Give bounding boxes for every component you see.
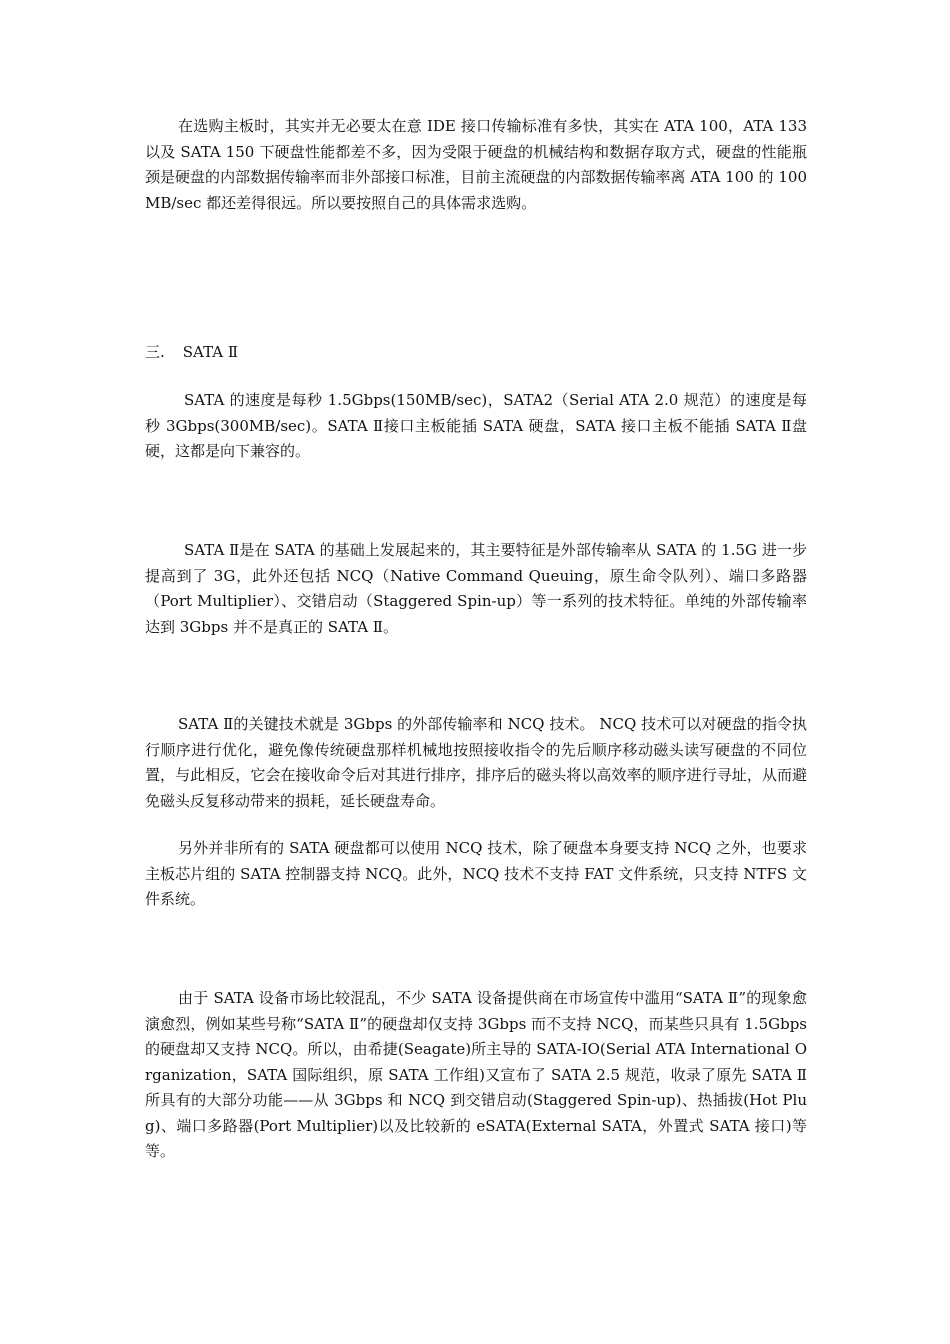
paragraph-ncq-requirements: 另外并非所有的 SATA 硬盘都可以使用 NCQ 技术，除了硬盘本身要支持 NCQ 之外，也要求主板芯片组的 SATA 控制器支持 NCQ。此外，NCQ 技术不支持 FAT 文件系统，只支持 NTFS 文件系统。 <box>145 839 807 908</box>
paragraph-sata2-features: SATA Ⅱ是在 SATA 的基础上发展起来的，其主要特征是外部传输率从 SATA 的 1.5G 进一步提高到了 3G，此外还包括 NCQ（Native Command Queuing，原生命令队列）、端口多路器（Port Multiplier）、交错启动（Staggered Spin-up）等一系列的技术特征。单纯的外部传输率达到 3Gbps 并不是真正的 SATA Ⅱ。 <box>145 541 807 636</box>
paragraph-sata25-spec: 由于 SATA 设备市场比较混乱，不少 SATA 设备提供商在市场宣传中滥用“SATA Ⅱ”的现象愈演愈烈，例如某些号称“SATA Ⅱ”的硬盘却仅支持 3Gbps 而不支持 NCQ，而某些只具有 1.5Gbps 的硬盘却又支持 NCQ。所以，由希捷(Seagate)所主导的 SATA-IO(Serial ATA International Organization，SATA 国际组织，原 SATA 工作组)又宣布了 SATA 2.5 规范，收录了原先 SATA Ⅱ所具有的大部分功能——从 3Gbps 和 NCQ 到交错启动(Staggered Spin-up)、热插拔(Hot Plug)、端口多路器(Port Multiplier)以及比较新的 eSATA(External SATA，外置式 SATA 接口)等等。 <box>145 989 807 1160</box>
paragraph-sata-speed: SATA 的速度是每秒 1.5Gbps(150MB/sec)，SATA2（Serial ATA 2.0 规范）的速度是每秒 3Gbps(300MB/sec)。SATA Ⅱ接口主板能插 SATA 硬盘，SATA 接口主板不能插 SATA Ⅱ盘硬，这都是向下兼容的。 <box>145 391 807 460</box>
section-heading <box>145 340 238 365</box>
section-title: SATA Ⅱ <box>182 343 239 361</box>
paragraph-ide-interface: 在选购主板时，其实并无必要太在意 IDE 接口传输标准有多快，其实在 ATA 100，ATA 133 以及 SATA 150 下硬盘性能都差不多，因为受限于硬盘的机械结构和数据存取方式，硬盘的性能瓶颈是硬盘的内部数据传输率而非外部接口标准，目前主流硬盘的内部数据传输率离 ATA 100 的 100MB/sec 都还差得很远。所以要按照自己的具体需求选购。 <box>145 117 807 212</box>
paragraph-ncq-technology: SATA Ⅱ的关键技术就是 3Gbps 的外部传输率和 NCQ 技术。 NCQ 技术可以对硬盘的指令执行顺序进行优化，避免像传统硬盘那样机械地按照接收指令的先后顺序移动磁头读写硬盘的不同位置，与此相反，它会在接收命令后对其进行排序，排序后的磁头将以高效率的顺序进行寻址，从而避免磁头反复移动带来的损耗，延长硬盘寿命。 <box>145 715 807 810</box>
section-number: 三. <box>145 343 165 361</box>
